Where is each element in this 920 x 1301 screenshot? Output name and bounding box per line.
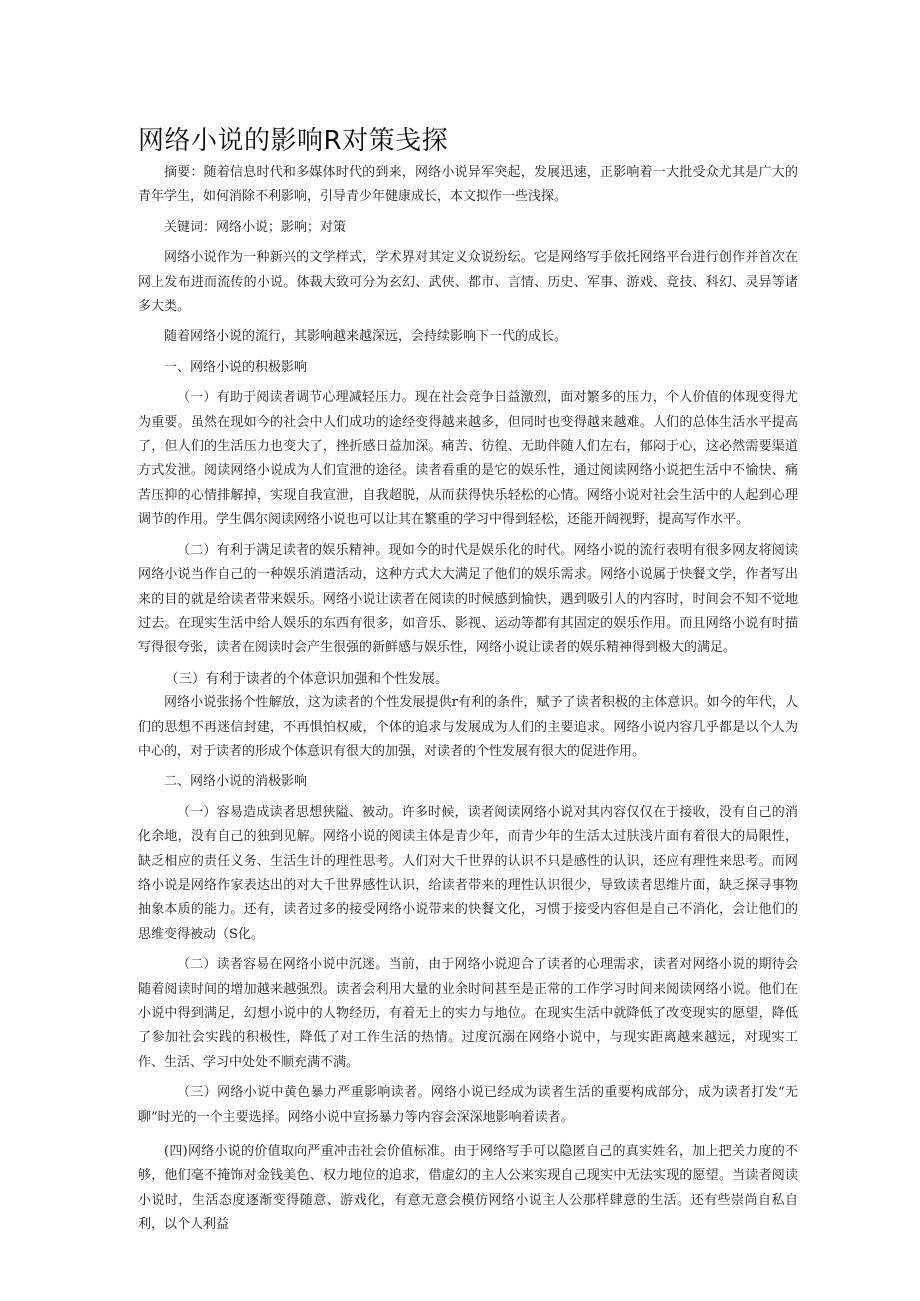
body-paragraph: （二）读者容易在网络小说中沉迷。当前，由于网络小说迎合了读者的心理需求，读者对网络小说的期待会随着阅读时间的增加越来越强烈。读者会利用大量的业余时间甚至是正常的工作学习时间来阅读网络小说。他们在小说中得到满足，幻想小说中的人物经历，有着无上的实力与地位。在现实生活中就降低了改变现实的愿望，降低了参加社会实践的积极性，降低了对工作生活的热情。过度沉溺在网络小说中，与现实距离越来越远，对现实工作、生活、学习中处处不顺充满不满。 — [138, 957, 798, 1070]
body-paragraph: （二）有利于满足读者的娱乐精神。现如今的时代是娱乐化的时代。网络小说的流行表明有很多网友将阅读网络小说当作自己的一种娱乐消遣活动，这种方式大大满足了他们的娱乐需求。网络小说属于快餐文学，作者写出来的目的就是给读者带来娱乐。网络小说让读者在阅读的时候感到愉快，遇到吸引人的内容时，时间会不知不觉地过去。在现实生活中给人娱乐的东西有很多，如音乐、影视、运动等都有其固定的娱乐作用。而且网络小说有时描写得很夸张，读者在阅读时会产生很强的新鲜感与娱乐性，网络小说让读者的娱乐精神得到极大的满足。 — [138, 542, 798, 656]
body-paragraph: （一）有助于阅读者调节心理减轻压力。现在社会竞争日益激烈，面对繁多的压力，个人价值的体现变得尤为重要。虽然在现如今的社会中人们成功的途经变得越来越多，但同时也变得越来越难。人们的总体生活水平提高了，但人们的生活压力也变大了，挫折感日益加深。痛苦、彷徨、无助伴随人们左右，郁闷于心，这必然需要渠道方式发泄。阅读网络小说成为人们宣泄的途径。读者看重的是它的娱乐性，通过阅读网络小说把生活中不愉快、痛苦压抑的心情排解掉，实现自我宣泄，自我超脱，从而获得快乐轻松的心情。网络小说对社会生活中的人起到心理调节的作用。学生偶尔阅读网络小说也可以让其在繁重的学习中得到轻松，还能开阔视野，提高写作水平。 — [138, 390, 798, 528]
subsection-heading: （三）有利于读者的个体意识加强和个性发展。 — [165, 670, 449, 687]
section-heading: 一、网络小说的积极影响 — [164, 359, 308, 375]
abstract-paragraph: 摘要：随着信息时代和多媒体时代的到来，网络小说异军突起，发展迅速，正影响着一大批受众尤其是广大的青年学生，如何消除不利影响，引导青少年健康成长，本文拟作一些浅探。 — [138, 165, 798, 205]
body-paragraph: 随着网络小说的流行，其影响越来越深远，会持续影响下一代的成长。 — [164, 329, 568, 345]
body-paragraph: 网络小说张扬个性解放，这为读者的个性发展提供r有利的条件，赋予了读者积极的主体意识。如今的年代，人们的思想不再迷信封建，不再惧怕权威，个体的追求与发展成为人们的主要追求。网络小说内容几乎都是以个人为中心的，对于读者的形成个体意识有很大的加强，对读者的个性发展有很大的促进作用。 — [138, 695, 798, 759]
document-body — [138, 161, 798, 1238]
body-paragraph: （三）网络小说中黄色暴力严重影响读者。网络小说已经成为读者生活的重要构成部分，成为读者打发“无聊”时光的一个主要选择。网络小说中宣扬暴力等内容会深深地影响着读者。 — [138, 1085, 798, 1125]
body-paragraph: （一）容易造成读者思想狭隘、被动。许多时候，读者阅读网络小说对其内容仅仅在于接收，没有自己的消化余地，没有自己的独到见解。网络小说的阅读主体是青少年，而青少年的生活太过肤浅片面有着很大的局限性，缺乏相应的责任义务、生活生计的理性思考。人们对大千世界的认识不只是感性的认识，还应有理性来思考。而网络小说是网络作家表达出的对大千世界感性认识，给读者带来的理性认识很少，导致读者思维片面，缺乏探寻事物抽象本质的能力。还有，读者过多的接受网络小说带来的快餐文化，习惯于接受内容但是自己不消化，会让他们的思维变得被动（S化。 — [138, 804, 798, 942]
body-paragraph: 网络小说作为一种新兴的文学样式，学术界对其定义众说纷纭。它是网络写手依托网络平台进行创作并首次在网上发布进而流传的小说。体裁大致可分为玄幻、武侠、都市、言情、历史、军事、游戏、竞技、科幻、灵异等诸多大类。 — [138, 250, 798, 315]
body-paragraph: (四)网络小说的价值取向严重冲击社会价值标准。由于网络写手可以隐匿自己的真实姓名，加上把关力度的不够，他们毫不掩饰对金钱美色、权力地位的追求，借虚幻的主人公来实现自己现实中无法实现的愿望。当读者阅读小说时，生活态度逐渐变得随意、游戏化，有意无意会模仿网络小说主人公那样肆意的生活。还有些崇尚自私自利，以个人利益 — [138, 1144, 798, 1233]
document-title: 网络小说的影响R对策戋探 — [138, 126, 449, 156]
section-heading: 二、网络小说的消极影响 — [164, 774, 308, 790]
keywords-paragraph: 关键词：网络小说；影响；对策 — [164, 219, 347, 235]
